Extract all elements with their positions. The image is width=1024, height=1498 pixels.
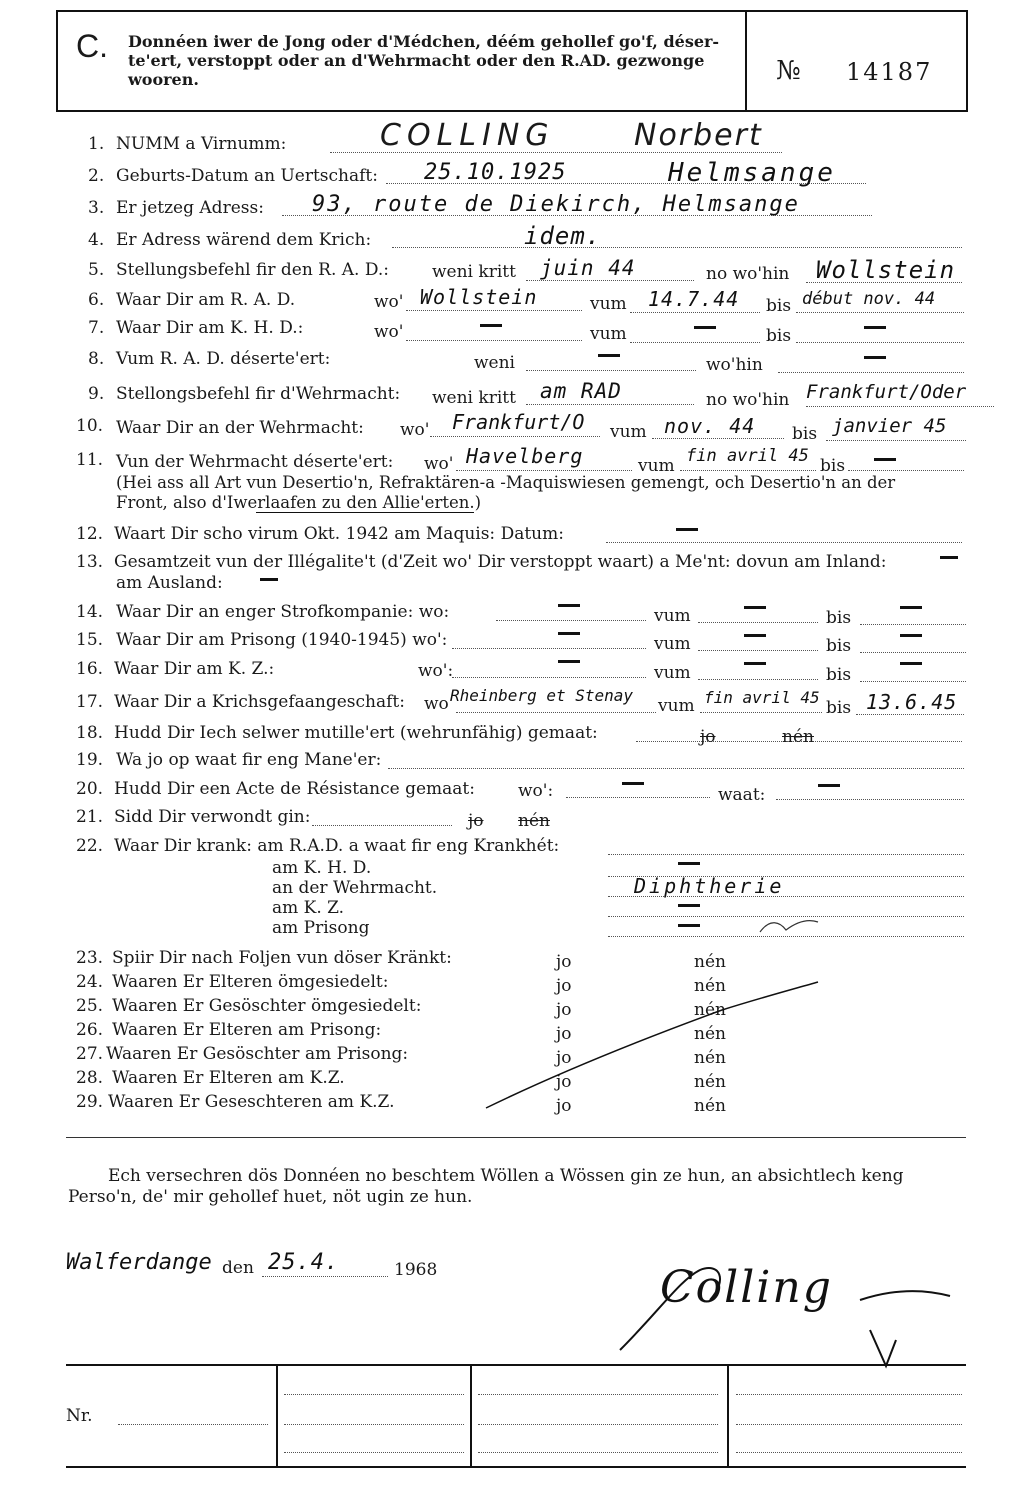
q15-vum-label: vum [654, 634, 691, 654]
q13-num: 13. [76, 552, 104, 572]
q26-nen: nén [694, 1024, 726, 1044]
q9-where-label: no wo'hin [706, 390, 790, 410]
q29-num: 29. [76, 1092, 104, 1112]
q5-label: Stellungsbefehl fir den R. A. D.: [116, 260, 390, 280]
q21-nen: nén [518, 811, 550, 831]
q1-num: 1. [88, 134, 105, 154]
yes-no-strike-line [486, 982, 818, 1108]
q20-num: 20. [76, 779, 104, 799]
q6-bis-label: bis [766, 296, 792, 316]
q7-num: 7. [88, 318, 105, 338]
q9-where: Frankfurt/Oder [806, 381, 967, 403]
year: 1968 [394, 1260, 438, 1280]
q23-nen: nén [694, 952, 726, 972]
q26-label: Waaren Er Elteren am Prisong: [112, 1020, 382, 1040]
q5-where-label: no wo'hin [706, 264, 790, 284]
q8-weni-label: weni [474, 353, 515, 373]
q13-ausland-label: am Ausland: [116, 573, 223, 593]
q24-label: Waaren Er Elteren ömgesiedelt: [112, 972, 389, 992]
q6-vum: 14.7.44 [648, 287, 740, 311]
q21-label: Sidd Dir verwondt gin: [114, 807, 311, 827]
q23-jo: jo [556, 952, 572, 972]
q4-value: idem. [524, 222, 602, 250]
q5-num: 5. [88, 260, 105, 280]
q4-label: Er Adress wärend dem Krich: [116, 230, 372, 250]
footer-c4-line3 [736, 1452, 962, 1453]
q16-wo-label: wo': [418, 661, 454, 681]
footer-c3-line3 [478, 1452, 718, 1453]
header-title-line2: te'ert, verstoppt oder an d'Wehrmacht oder den R.AD. gezwonge [128, 51, 705, 70]
q25-nen: nén [694, 1000, 726, 1020]
q1-label: NUMM a Virnumm: [116, 134, 287, 154]
q22-num: 22. [76, 836, 104, 856]
footer-c4-line1 [736, 1394, 962, 1395]
declaration-divider [66, 1137, 966, 1138]
q17-vum-label: vum [658, 696, 695, 716]
q25-label: Waaren Er Gesöschter ömgesiedelt: [112, 996, 422, 1016]
q27-jo: jo [556, 1048, 572, 1068]
q18-jo: jo [700, 727, 716, 747]
q20-wo-label: wo': [518, 781, 554, 801]
section-letter: C. [76, 28, 108, 64]
q11-label: Vun der Wehrmacht déserte'ert: [116, 452, 394, 472]
q18-label: Hudd Dir Iech selwer mutille'ert (wehrunfähig) gemaat: [114, 723, 598, 743]
q3-num: 3. [88, 198, 105, 218]
q17-bis-label: bis [826, 698, 852, 718]
signature-flourish-2 [860, 1291, 950, 1300]
q1-surname: COLLING [380, 118, 555, 153]
q10-bis-label: bis [792, 424, 818, 444]
q29-label: Waaren Er Geseschteren am K.Z. [108, 1092, 395, 1112]
q17-bis: 13.6.45 [866, 690, 958, 714]
q17-wo: Rheinberg et Stenay [450, 686, 634, 705]
q22-prisong: am Prisong [272, 918, 370, 938]
q10-wo: Frankfurt/O [452, 410, 585, 434]
q12-label: Waart Dir scho virum Okt. 1942 am Maquis: Datum: [114, 524, 564, 544]
q28-jo: jo [556, 1072, 572, 1092]
q21-jo: jo [468, 811, 484, 831]
q19-num: 19. [76, 750, 104, 770]
signature: Colling [660, 1262, 833, 1313]
footer-top-border [66, 1364, 966, 1366]
q11-wo: Havelberg [466, 444, 584, 468]
q22-khd: am K. H. D. [272, 858, 372, 878]
q11-wo-label: wo' [424, 454, 454, 474]
q16-vum-label: vum [654, 663, 691, 683]
q12-num: 12. [76, 524, 104, 544]
date-line [262, 1276, 388, 1277]
q24-num: 24. [76, 972, 104, 992]
q11-note-line2: Front, also d'Iwerlaafen zu den Allie'erten.) [116, 493, 482, 512]
signature-flourish-3 [870, 1330, 896, 1366]
q7-bis-label: bis [766, 326, 792, 346]
footer-c3-line1 [478, 1394, 718, 1395]
footer-c2-line1 [284, 1394, 464, 1395]
q29-nen: nén [694, 1096, 726, 1116]
footer-col-1 [276, 1366, 278, 1466]
q2-num: 2. [88, 166, 105, 186]
footer-col-2 [470, 1366, 472, 1466]
q20-label: Hudd Dir een Acte de Résistance gemaat: [114, 779, 475, 799]
q22-scribble [760, 921, 818, 932]
q9-num: 9. [88, 384, 105, 404]
q10-wo-label: wo' [400, 420, 430, 440]
q22-kz: am K. Z. [272, 898, 345, 918]
q25-num: 25. [76, 996, 104, 1016]
header-title-line3: wooren. [128, 70, 199, 89]
q28-num: 28. [76, 1068, 104, 1088]
q22-wehrmacht-value: Diphtherie [634, 874, 785, 898]
q11-num: 11. [76, 450, 104, 470]
q7-label: Waar Dir am K. H. D.: [116, 318, 304, 338]
q22-label: Waar Dir krank: am R.A.D. a waat fir eng Krankhét: [114, 836, 560, 856]
q6-bis: début nov. 44 [802, 289, 936, 309]
q9-label: Stellongsbefehl fir d'Wehrmacht: [116, 384, 401, 404]
q20-waat-label: waat: [718, 785, 766, 805]
q6-num: 6. [88, 290, 105, 310]
place: Walferdange [66, 1250, 212, 1275]
q11-vum-label: vum [638, 456, 675, 476]
q3-label: Er jetzeg Adress: [116, 198, 264, 218]
q6-label: Waar Dir am R. A. D. [116, 290, 296, 310]
q7-wo-label: wo' [374, 322, 404, 342]
q11-note-line1: (Hei ass all Art vun Desertio'n, Refraktären-a -Maquiswiesen gemengt, och Desertio'n an der [116, 473, 896, 492]
q7-vum-label: vum [590, 324, 627, 344]
q8-label: Vum R. A. D. déserte'ert: [116, 349, 331, 369]
q5-where: Wollstein [816, 256, 956, 284]
q4-num: 4. [88, 230, 105, 250]
q17-num: 17. [76, 692, 104, 712]
q15-label: Waar Dir am Prisong (1940-1945) wo': [116, 630, 448, 650]
footer-bottom-border [66, 1466, 966, 1468]
q27-num: 27. [76, 1044, 104, 1064]
q17-wo-label: wo [424, 694, 449, 714]
q15-num: 15. [76, 630, 104, 650]
q29-jo: jo [556, 1096, 572, 1116]
q10-vum: nov. 44 [664, 414, 756, 438]
form-number: 14187 [846, 58, 933, 86]
q14-bis-label: bis [826, 608, 852, 628]
q11-vum: fin avril 45 [686, 446, 809, 466]
q24-nen: nén [694, 976, 726, 996]
q18-nen: nén [782, 727, 814, 747]
q9-when-label: weni kritt [432, 388, 516, 408]
q25-jo: jo [556, 1000, 572, 1020]
q10-bis: janvier 45 [832, 415, 947, 437]
den-label: den [222, 1258, 254, 1278]
header-title-line1: Donnéen iwer de Jong oder d'Médchen, déém gehollef go'f, déser- [128, 32, 720, 51]
q22-wehrmacht: an der Wehrmacht. [272, 878, 438, 898]
q26-num: 26. [76, 1020, 104, 1040]
nr-line [118, 1424, 268, 1425]
q1-firstname: Norbert [634, 118, 763, 153]
footer-c4-line2 [736, 1424, 962, 1425]
q9-when: am RAD [540, 379, 622, 403]
declaration-line1: Ech versechren dös Donnéen no beschtem Wöllen a Wössen gin ze hun, an absichtlech keng [108, 1166, 904, 1186]
q16-num: 16. [76, 659, 104, 679]
q14-label: Waar Dir an enger Strofkompanie: wo: [116, 602, 450, 622]
nr-label: Nr. [66, 1406, 93, 1426]
q6-wo: Wollstein [420, 285, 538, 309]
q14-num: 14. [76, 602, 104, 622]
q2-place: Helmsange [668, 158, 836, 188]
number-sign: № [776, 56, 801, 86]
q15-bis-label: bis [826, 636, 852, 656]
q5-when: juin 44 [540, 256, 636, 280]
q10-label: Waar Dir an der Wehrmacht: [116, 418, 364, 438]
q10-num: 10. [76, 416, 104, 436]
date: 25.4. [268, 1250, 340, 1275]
q2-date: 25.10.1925 [424, 160, 567, 185]
signature-strokes [600, 1240, 960, 1380]
q8-wohin-label: wo'hin [706, 355, 763, 375]
q18-num: 18. [76, 723, 104, 743]
q27-nen: nén [694, 1048, 726, 1068]
q13-label: Gesamtzeit vun der Illégalite't (d'Zeit wo' Dir verstoppt waart) a Me'nt: dovun am Inland: [114, 552, 887, 572]
footer-col-3 [727, 1366, 729, 1466]
q8-num: 8. [88, 349, 105, 369]
q19-label: Wa jo op waat fir eng Mane'er: [116, 750, 382, 770]
signature-flourish-1 [620, 1268, 720, 1350]
q3-value: 93, route de Diekirch, Helmsange [312, 192, 800, 217]
q23-num: 23. [76, 948, 104, 968]
q23-label: Spiir Dir nach Foljen vun döser Kränkt: [112, 948, 452, 968]
q6-wo-label: wo' [374, 292, 404, 312]
q28-nen: nén [694, 1072, 726, 1092]
footer-c2-line3 [284, 1452, 464, 1453]
q10-vum-label: vum [610, 422, 647, 442]
q27-label: Waaren Er Gesöschter am Prisong: [106, 1044, 409, 1064]
q5-when-label: weni kritt [432, 262, 516, 282]
q6-vum-label: vum [590, 294, 627, 314]
declaration-line2: Perso'n, de' mir gehollef huet, nöt ugin ze hun. [68, 1187, 473, 1207]
footer-c2-line2 [284, 1424, 464, 1425]
q11-bis-label: bis [820, 456, 846, 476]
q16-bis-label: bis [826, 665, 852, 685]
q24-jo: jo [556, 976, 572, 996]
q26-jo: jo [556, 1024, 572, 1044]
q17-label: Waar Dir a Krichsgefaangeschaft: [114, 692, 405, 712]
q21-num: 21. [76, 807, 104, 827]
q17-vum: fin avril 45 [704, 688, 820, 707]
footer-c3-line2 [478, 1424, 718, 1425]
q16-label: Waar Dir am K. Z.: [114, 659, 275, 679]
q2-label: Geburts-Datum an Uertschaft: [116, 166, 378, 186]
q28-label: Waaren Er Elteren am K.Z. [112, 1068, 345, 1088]
q14-vum-label: vum [654, 606, 691, 626]
